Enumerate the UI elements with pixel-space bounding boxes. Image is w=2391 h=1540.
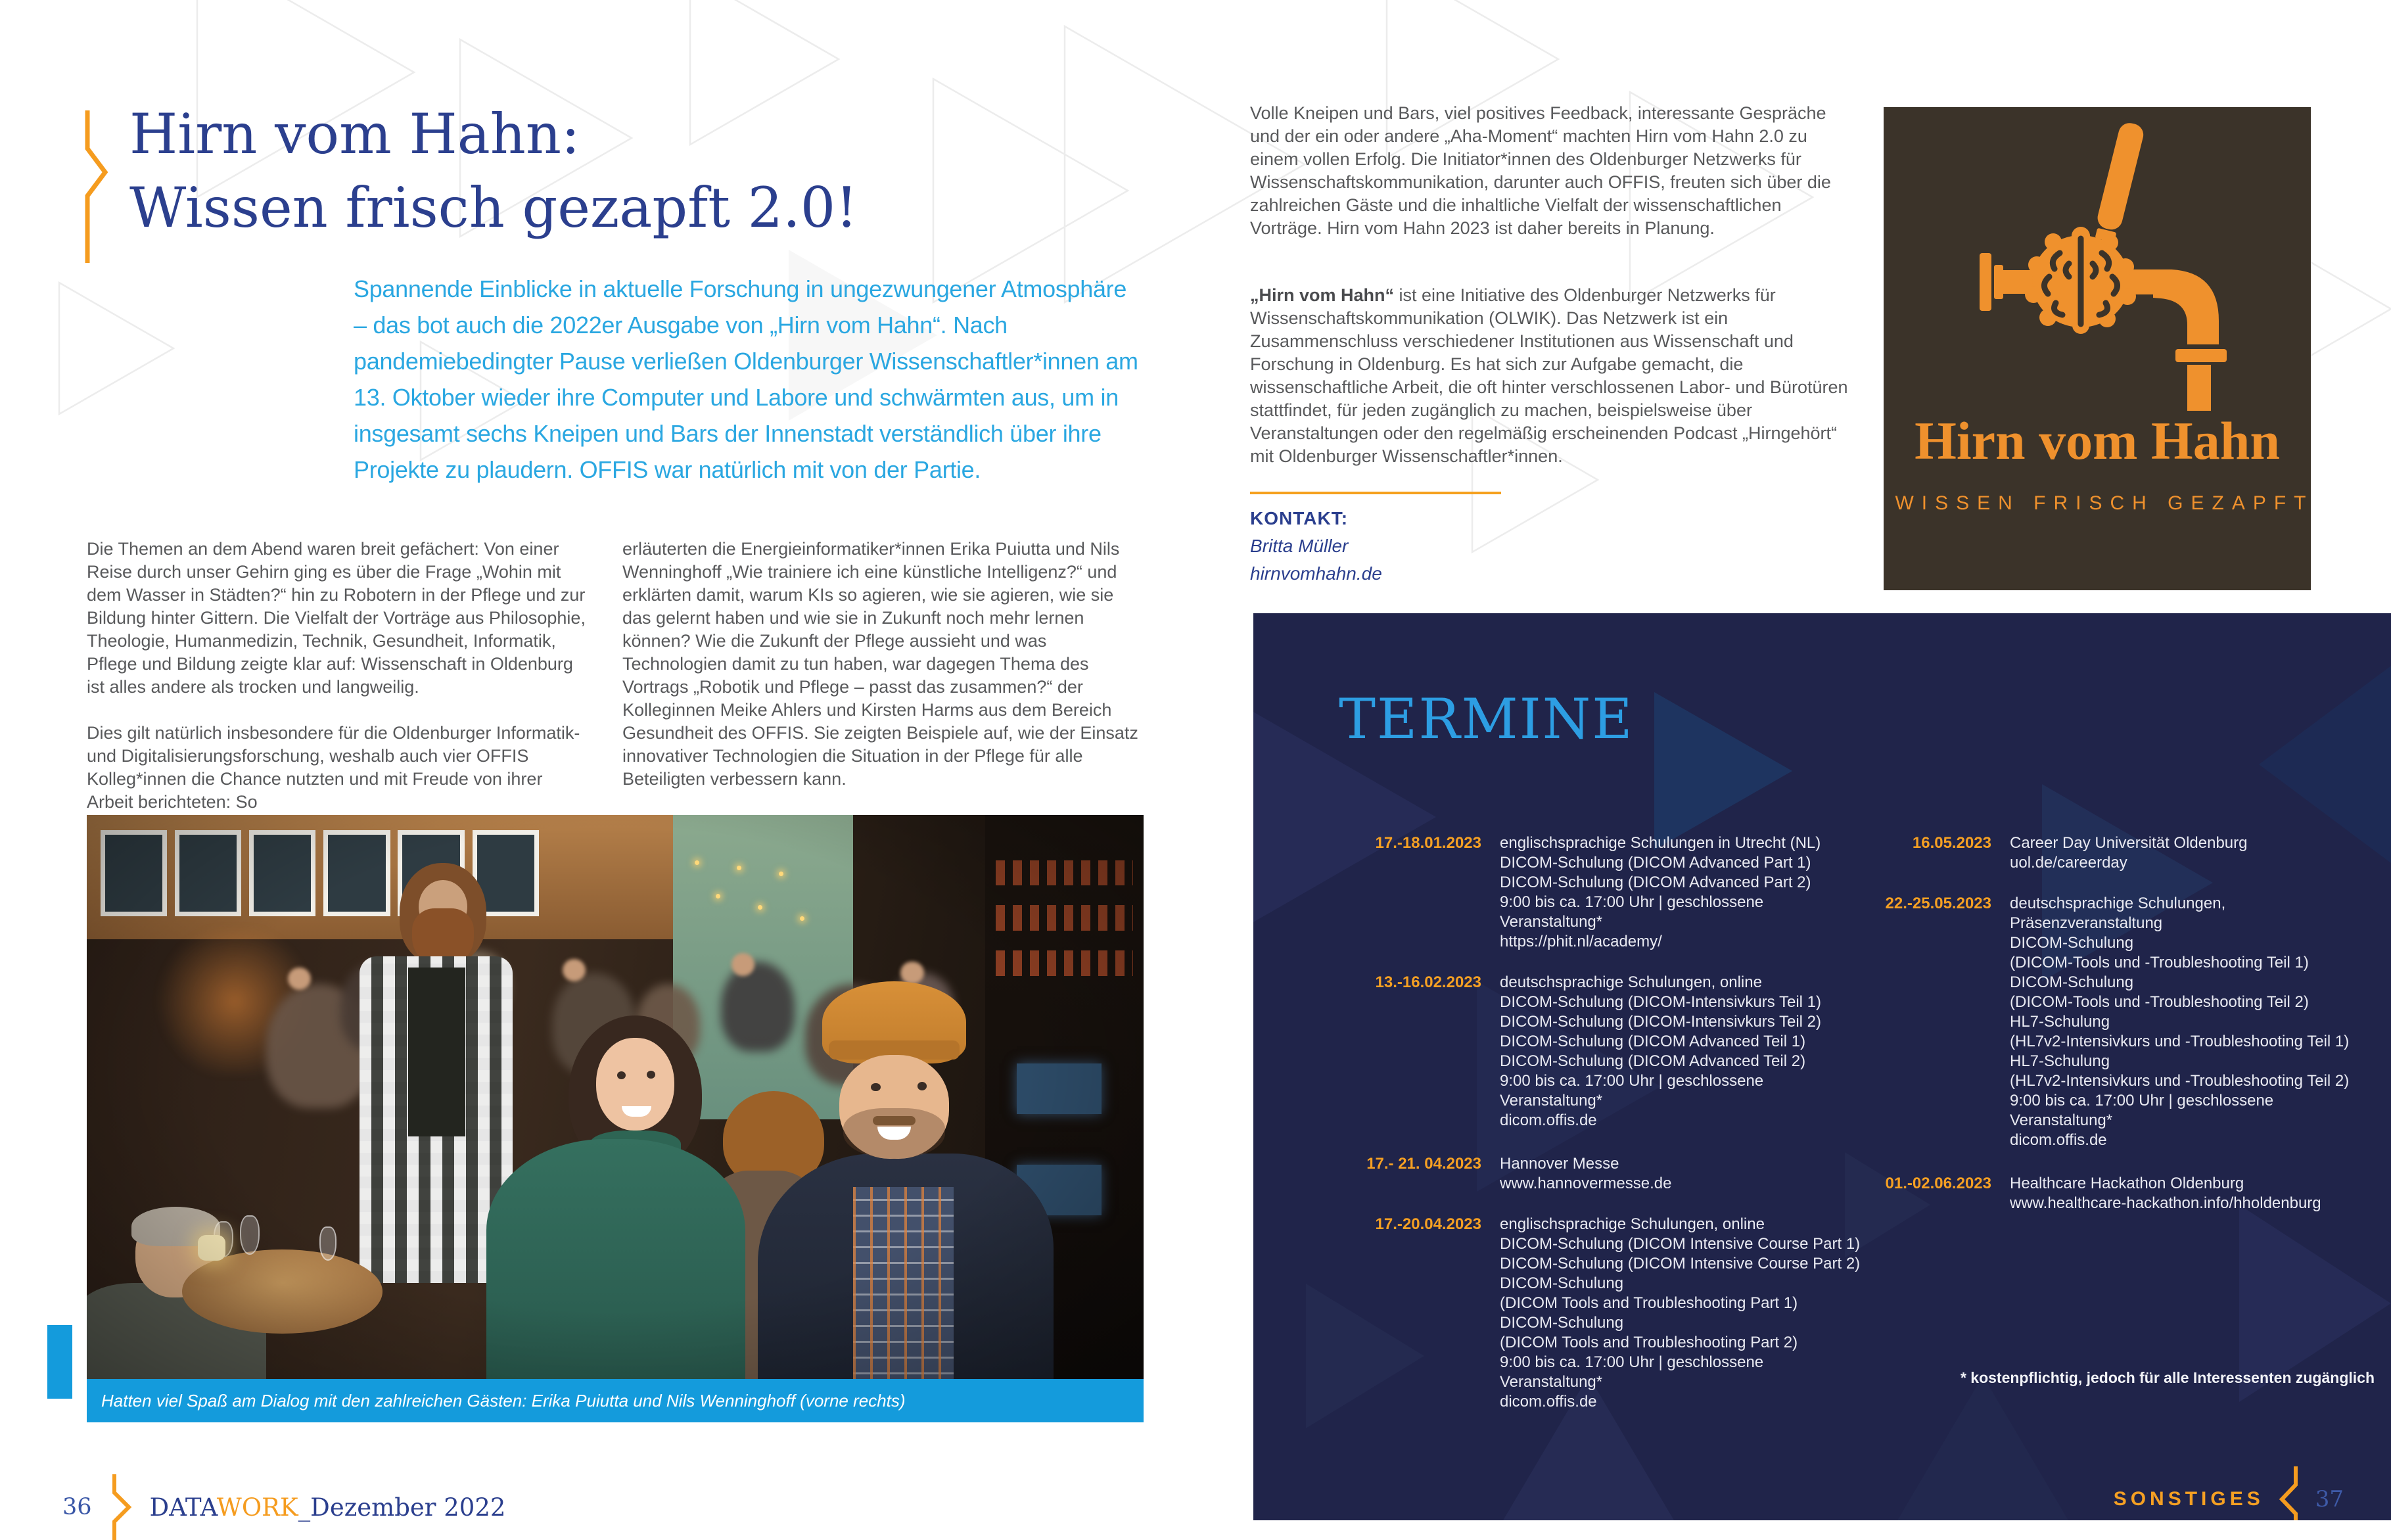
event-details — [2010, 1174, 2391, 1213]
event-detail-line: (HL7v2-Intensivkurs und -Troubleshooting Teil 1) — [2010, 1033, 2350, 1050]
event-detail-line: Präsenzveranstaltung — [2010, 914, 2163, 932]
event-detail-line: DICOM-Schulung (DICOM Advanced Teil 2) — [1500, 1052, 1806, 1070]
event-detail-line: dicom.offis.de — [1500, 1393, 1597, 1411]
event-detail-line: DICOM-Schulung — [1500, 1274, 1624, 1292]
event-detail-line: DICOM-Schulung (DICOM-Intensivkurs Teil 2) — [1500, 1013, 1822, 1031]
event-detail-line: 9:00 bis ca. 17:00 Uhr | geschlossene — [2010, 1092, 2274, 1109]
event-block — [1832, 833, 2391, 873]
event-detail-line: Healthcare Hackathon Oldenburg — [2010, 1175, 2244, 1192]
footer-left — [62, 1474, 505, 1540]
event-date: 17.-18.01.2023 — [1375, 834, 1481, 852]
event-date: 01.-02.06.2023 — [1885, 1175, 1991, 1192]
event-date: 22.-25.05.2023 — [1885, 895, 1991, 912]
event-date: 16.05.2023 — [1912, 834, 1991, 852]
photo-caption: Hatten viel Spaß am Dialog mit den zahlreichen Gästen: Erika Puiutta und Nils Wenninghoff (vorne rechts) — [101, 1390, 906, 1411]
magazine-brand — [150, 1493, 506, 1522]
event-details — [1500, 1215, 1894, 1412]
event-detail-line: Veranstaltung* — [1500, 913, 1603, 931]
event-detail-line: DICOM-Schulung — [2010, 934, 2134, 952]
event-detail-line: (DICOM-Tools und -Troubleshooting Teil 2) — [2010, 993, 2309, 1011]
photo-vignette — [87, 815, 1144, 1379]
event-block — [1335, 1154, 1894, 1194]
paragraph-rest: ist eine Initiative des Oldenburger Netzwerks für Wissenschaftskommunikation (OLWIK). Das Netzwerk ist ein Zusammenschluss verschiedener Institutionen aus Wissenschaft und Forschung in Oldenburg. Es hat sich zur Aufgabe gemacht, die wissenschaftliche Arbeit, die oft hinter verschlossenen Labor- und Bürotüren stattfindet, für jeden zugänglich zu machen, beispielsweise über Veranstaltungen oder den regelmäßig erscheinenden Podcast „Hirngehört“ mit Oldenburger Wissenschaftler*innen. — [1250, 285, 1848, 466]
termine-heading: TERMINE — [1339, 687, 1634, 751]
article-paragraph: Volle Kneipen und Bars, viel positives Feedback, interessante Gespräche und der ein oder andere „Aha-Moment“ machten Hirn vom Hahn 2.0 zu einem vollen Erfolg. Die Initiator*innen des Oldenburger Netzwerks für Wissenschaftskommunikation, darunter auch OFFIS, freuten sich über die zahlreichen Gäste und die inhaltliche Vielfalt der wissenschaftlichen Vorträge. Hirn vom Hahn 2023 ist daher bereits in Planung. — [1250, 103, 1831, 238]
footer-right — [2114, 1466, 2344, 1520]
event-detail-line: Veranstaltung* — [1500, 1373, 1603, 1391]
event-block — [1832, 894, 2391, 1150]
event-block — [1335, 973, 1894, 1131]
termine-footnote: * kostenpflichtig, jedoch für alle Interessenten zugänglich — [1960, 1369, 2375, 1386]
page-title — [129, 97, 858, 245]
event-detail-line: 9:00 bis ca. 17:00 Uhr | geschlossene — [1500, 1072, 1764, 1090]
event-details — [2010, 894, 2391, 1150]
event-detail-line: DICOM-Schulung (DICOM Advanced Teil 1) — [1500, 1033, 1806, 1050]
event-detail-line: 9:00 bis ca. 17:00 Uhr | geschlossene — [1500, 1353, 1764, 1371]
page-title-line2: Wissen frisch gezapft 2.0! — [129, 175, 858, 240]
caption-accent-square — [47, 1325, 72, 1399]
contact-name: Britta Müller — [1250, 536, 1349, 556]
event-detail-line: DICOM-Schulung (DICOM Intensive Course Part 2) — [1500, 1255, 1861, 1272]
bold-lead: „Hirn vom Hahn“ — [1250, 285, 1395, 305]
brand-work: WORK — [216, 1493, 298, 1522]
event-detail-line: (DICOM-Tools und -Troubleshooting Teil 1) — [2010, 954, 2309, 971]
footer-chevron-icon — [2279, 1466, 2301, 1520]
contact-label: KONTAKT: — [1250, 508, 1349, 528]
event-detail-line: deutschsprachige Schulungen, online — [1500, 973, 1762, 991]
logo-tagline: WISSEN FRISCH GEZAPFT — [1895, 492, 2311, 514]
exclamation-tap-handle — [2093, 121, 2146, 244]
photo-caption-bar — [87, 1379, 1144, 1422]
event-detail-line: (HL7v2-Intensivkurs und -Troubleshooting Teil 2) — [2010, 1072, 2350, 1090]
hirn-vom-hahn-logo-box — [1884, 107, 2311, 590]
event-detail-line: uol.de/careerday — [2010, 854, 2127, 872]
article-column-2 — [622, 538, 1146, 791]
brand-data: DATA — [149, 1493, 217, 1522]
event-detail-line: www.healthcare-hackathon.info/hholdenburg — [2010, 1194, 2321, 1212]
event-detail-line: HL7-Schulung — [2010, 1052, 2110, 1070]
event-detail-line: DICOM-Schulung (DICOM-Intensivkurs Teil 1) — [1500, 993, 1822, 1011]
event-detail-line: HL7-Schulung — [2010, 1013, 2110, 1031]
event-date: 17.-20.04.2023 — [1375, 1215, 1481, 1233]
event-detail-line: Hannover Messe — [1500, 1155, 1619, 1173]
event-detail-line: DICOM-Schulung (DICOM Advanced Part 1) — [1500, 854, 1811, 872]
brand-suffix: _Dezember 2022 — [298, 1493, 506, 1522]
event-date: 13.-16.02.2023 — [1375, 973, 1481, 991]
event-detail-line: englischsprachige Schulungen in Utrecht (NL) — [1500, 834, 1821, 852]
contact-block — [1250, 492, 1592, 588]
headline-chevron-decoration — [81, 110, 110, 263]
article-column-1 — [87, 538, 586, 814]
event-detail-line: dicom.offis.de — [2010, 1131, 2107, 1149]
event-detail-line: deutschsprachige Schulungen, — [2010, 895, 2226, 912]
article-paragraph — [1250, 284, 1855, 468]
event-block — [1335, 1215, 1894, 1412]
page-number-left: 36 — [62, 1494, 92, 1520]
event-detail-line: www.hannovermesse.de — [1500, 1175, 1672, 1192]
orange-rule — [1250, 492, 1501, 494]
contact-url: hirnvomhahn.de — [1250, 563, 1382, 584]
event-date: 17.- 21. 04.2023 — [1366, 1155, 1481, 1173]
termine-panel — [1253, 613, 2391, 1520]
event-detail-line: 9:00 bis ca. 17:00 Uhr | geschlossene — [1500, 893, 1764, 911]
page-number-right: 37 — [2315, 1486, 2344, 1512]
hirn-vom-hahn-logo — [1884, 107, 2311, 590]
event-detail-line: englischsprachige Schulungen, online — [1500, 1215, 1765, 1233]
event-block — [1335, 833, 1894, 952]
logo-wordmark: Hirn vom Hahn — [1915, 411, 2280, 471]
event-detail-line: (DICOM Tools and Troubleshooting Part 2) — [1500, 1334, 1798, 1351]
article-paragraph: erläuterten die Energieinformatiker*innen Erika Puiutta und Nils Wenninghoff „Wie trainiere ich eine künstliche Intelligenz?“ und erklärten damit, warum KIs so agieren, wie sie agieren, wie sie das gelernt haben und wie sie in Zukunft noch mehr lernen können? Wie die Zukunft der Pflege aussieht und was Technologien damit zu tun haben, war dagegen Thema des Vortrags „Robotik und Pflege – passt das zusammen?“ der Kolleginnen Meike Ahlers und Kirsten Harms aus dem Bereich Gesundheit des OFFIS. Sie zeigten Beispiele auf, wie der Einsatz innovativer Technologien die Situation in der Pflege für alle Beteiligten verbessern kann. — [622, 539, 1138, 789]
article-paragraph: Die Themen an dem Abend waren breit gefächert: Von einer Reise durch unser Gehirn ging es über die Frage „Wohin mit dem Wasser in Städten?“ hin zu Robotern in der Pflege und zur Bildung hinter Gittern. Die Vielfalt der Vorträge aus Philosophie, Theologie, Humanmedizin, Technik, Gesundheit, Informatik, Pflege und Bildung zeigte klar auf: Wissenschaft in Oldenburg ist alles andere als trocken und langweilig. — [87, 539, 586, 697]
event-block — [1832, 1174, 2391, 1213]
event-detail-line: Veranstaltung* — [1500, 1092, 1603, 1109]
event-detail-line: DICOM-Schulung — [2010, 973, 2134, 991]
event-detail-line: DICOM-Schulung (DICOM Intensive Course Part 1) — [1500, 1235, 1861, 1253]
event-photo — [87, 815, 1144, 1379]
intro-paragraph: Spannende Einblicke in aktuelle Forschung in ungezwungener Atmosphäre – das bot auch die 2022er Ausgabe von „Hirn vom Hahn“. Nach pandemiebedingter Pause verließen Oldenburger Wissenschaftler*innen am 13. Oktober wieder ihre Computer und Labore und schwärmten aus, um in insgesamt sechs Kneipen und Bars der Innenstadt verständlich über ihre Projekte zu plaudern. OFFIS war natürlich mit von der Partie. — [354, 275, 1138, 483]
event-detail-line: dicom.offis.de — [1500, 1111, 1597, 1129]
article-paragraph: Dies gilt natürlich insbesondere für die Oldenburger Informatik- und Digitalisierungsforschung, weshalb auch vier OFFIS Kolleg*innen die Chance nutzten und mit Freude von ihrer Arbeit berichteten: So — [87, 723, 580, 812]
event-detail-line: (DICOM Tools and Troubleshooting Part 1) — [1500, 1294, 1798, 1312]
event-detail-line: https://phit.nl/academy/ — [1500, 933, 1662, 950]
event-detail-line: Career Day Universität Oldenburg — [2010, 834, 2248, 852]
section-label: SONSTIGES — [2113, 1488, 2264, 1510]
footer-chevron-icon — [109, 1474, 133, 1540]
event-details — [2010, 833, 2391, 873]
event-detail-line: Veranstaltung* — [2010, 1111, 2113, 1129]
event-detail-line: DICOM-Schulung — [1500, 1314, 1624, 1332]
event-detail-line: DICOM-Schulung (DICOM Advanced Part 2) — [1500, 874, 1811, 891]
page-title-line1: Hirn vom Hahn: — [129, 102, 580, 166]
